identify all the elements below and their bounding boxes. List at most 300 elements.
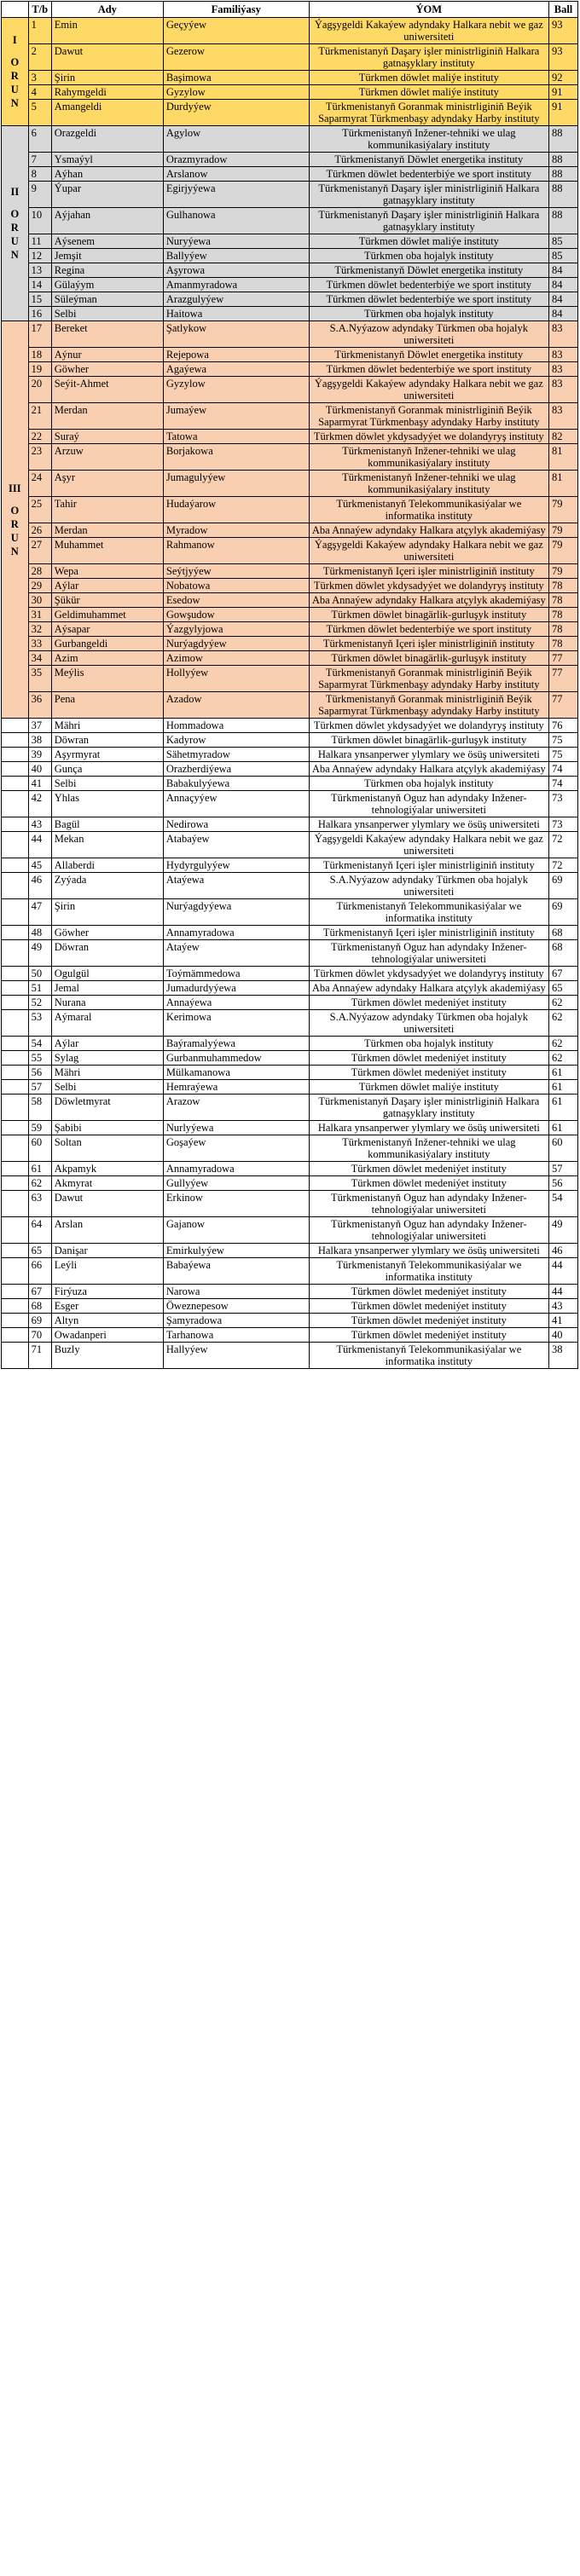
row-number: 52 — [28, 996, 51, 1010]
place-letter: U — [10, 531, 19, 544]
table-row — [2, 832, 578, 858]
student-name: Dawut — [51, 44, 163, 71]
header-place — [2, 2, 29, 18]
place-cell-empty — [2, 940, 29, 967]
table-row — [2, 899, 578, 926]
table-row — [2, 348, 578, 362]
student-surname: Gajanow — [163, 1217, 309, 1244]
institution: Aba Annaýew adyndaky Halkara atçylyk akademiýasy — [309, 762, 548, 777]
institution: Türkmen döwlet maliýe instituty — [309, 234, 548, 249]
table-row — [2, 182, 578, 208]
student-surname: Gurbanmuhammedow — [163, 1051, 309, 1066]
place-cell-empty — [2, 733, 29, 748]
student-name: Tahir — [51, 497, 163, 523]
student-surname: Annamyradowa — [163, 1162, 309, 1176]
student-surname: Egirjyýewa — [163, 182, 309, 208]
table-row — [2, 817, 578, 832]
score: 61 — [549, 1095, 578, 1121]
place-cell-empty — [2, 791, 29, 817]
place-letter — [2, 47, 28, 55]
table-row — [2, 321, 578, 348]
score: 74 — [549, 762, 578, 777]
score: 60 — [549, 1135, 578, 1162]
student-surname: Gezerow — [163, 44, 309, 71]
score: 69 — [549, 873, 578, 899]
row-number: 46 — [28, 873, 51, 899]
row-number: 17 — [28, 321, 51, 348]
place-cell-empty — [2, 1244, 29, 1258]
student-name: Selbi — [51, 307, 163, 321]
student-surname: Babaýewa — [163, 1258, 309, 1285]
student-name: Esger — [51, 1299, 163, 1314]
student-name: Aýsenem — [51, 234, 163, 249]
table-row — [2, 1328, 578, 1343]
student-name: Merdan — [51, 403, 163, 430]
student-name: Geldimuhammet — [51, 608, 163, 622]
institution: Ýagşygeldi Kakaýew adyndaky Halkara nebit we gaz uniwersiteti — [309, 377, 548, 403]
student-surname: Gyzylow — [163, 85, 309, 100]
student-name: Allaberdi — [51, 858, 163, 873]
institution: Türkmen döwlet maliýe instituty — [309, 1080, 548, 1095]
row-number: 27 — [28, 538, 51, 564]
place-cell-empty — [2, 1299, 29, 1314]
student-name: Owadanperi — [51, 1328, 163, 1343]
score: 62 — [549, 1010, 578, 1037]
student-surname: Gulhanowa — [163, 208, 309, 234]
institution: Türkmen döwlet ykdysadyýet we dolandyryş instituty — [309, 967, 548, 981]
score: 72 — [549, 832, 578, 858]
student-name: Amangeldi — [51, 100, 163, 126]
score: 76 — [549, 719, 578, 733]
row-number: 9 — [28, 182, 51, 208]
institution: Türkmenistanyň Oguz han adyndaky Inžener-tehnologiýalar uniwersiteti — [309, 1217, 548, 1244]
student-surname: Orazmyradow — [163, 153, 309, 167]
row-number: 58 — [28, 1095, 51, 1121]
row-number: 70 — [28, 1328, 51, 1343]
score: 78 — [549, 608, 578, 622]
student-name: Jemşit — [51, 249, 163, 263]
student-surname: Durdyýew — [163, 100, 309, 126]
student-name: Gunça — [51, 762, 163, 777]
table-row — [2, 1080, 578, 1095]
table-row — [2, 940, 578, 967]
place-letter: R — [10, 222, 19, 234]
row-number: 23 — [28, 444, 51, 471]
row-number: 14 — [28, 278, 51, 292]
place-letter: II — [10, 186, 20, 198]
table-row — [2, 967, 578, 981]
place-cell-empty — [2, 1051, 29, 1066]
student-surname: Atabaýew — [163, 832, 309, 858]
institution: Türkmen döwlet bedenterbiýe we sport instituty — [309, 292, 548, 307]
score: 79 — [549, 564, 578, 579]
student-name: Seýit-Ahmet — [51, 377, 163, 403]
institution: Halkara ynsanperwer ylymlary we ösüş uniwersiteti — [309, 1244, 548, 1258]
score: 54 — [549, 1191, 578, 1217]
score: 84 — [549, 263, 578, 278]
student-surname: Arslanow — [163, 167, 309, 182]
table-row — [2, 981, 578, 996]
place-letter: O — [10, 208, 20, 220]
student-surname: Nobatowa — [163, 579, 309, 593]
student-name: Aýmaral — [51, 1010, 163, 1037]
table-row — [2, 1066, 578, 1080]
student-surname: Jumagulyýew — [163, 471, 309, 497]
place-cell-empty — [2, 1121, 29, 1135]
institution: Türkmenistanyň Goranmak ministrliginiň Beýik Saparmyrat Türkmenbaşy adyndaky Harby instituty — [309, 692, 548, 719]
institution: Ýagşygeldi Kakaýew adyndaky Halkara nebit we gaz uniwersiteti — [309, 18, 548, 44]
score: 83 — [549, 403, 578, 430]
place-label-g1 — [2, 18, 29, 126]
student-name: Ysmaýyl — [51, 153, 163, 167]
score: 44 — [549, 1285, 578, 1299]
table-row — [2, 564, 578, 579]
student-name: Azim — [51, 651, 163, 666]
table-row — [2, 996, 578, 1010]
row-number: 18 — [28, 348, 51, 362]
table-row — [2, 733, 578, 748]
student-name: Aýhan — [51, 167, 163, 182]
institution: Türkmen döwlet maliýe instituty — [309, 85, 548, 100]
table-row — [2, 85, 578, 100]
row-number: 62 — [28, 1176, 51, 1191]
score: 93 — [549, 18, 578, 44]
student-name: Şirin — [51, 71, 163, 85]
institution: Türkmenistanyň Döwlet energetika instituty — [309, 348, 548, 362]
header-row — [2, 2, 578, 18]
institution: Türkmenistanyň Döwlet energetika instituty — [309, 153, 548, 167]
row-number: 40 — [28, 762, 51, 777]
row-number: 43 — [28, 817, 51, 832]
student-surname: Esedow — [163, 593, 309, 608]
score: 84 — [549, 307, 578, 321]
institution: Ýagşygeldi Kakaýew adyndaky Halkara nebit we gaz uniwersiteti — [309, 538, 548, 564]
table-row — [2, 44, 578, 71]
score: 88 — [549, 182, 578, 208]
student-surname: Tatowa — [163, 430, 309, 444]
row-number: 66 — [28, 1258, 51, 1285]
score: 74 — [549, 777, 578, 791]
student-surname: Babakulyýewa — [163, 777, 309, 791]
row-number: 57 — [28, 1080, 51, 1095]
score: 84 — [549, 278, 578, 292]
student-surname: Kadyrow — [163, 733, 309, 748]
table-row — [2, 1217, 578, 1244]
table-row — [2, 666, 578, 692]
row-number: 37 — [28, 719, 51, 733]
place-cell-empty — [2, 1010, 29, 1037]
score: 83 — [549, 348, 578, 362]
student-surname: Rejepowa — [163, 348, 309, 362]
student-surname: Azimow — [163, 651, 309, 666]
row-number: 38 — [28, 733, 51, 748]
student-surname: Ataýewa — [163, 873, 309, 899]
row-number: 8 — [28, 167, 51, 182]
table-row — [2, 126, 578, 153]
table-row — [2, 1121, 578, 1135]
institution: S.A.Nyýazow adyndaky Türkmen oba hojalyk uniwersiteti — [309, 1010, 548, 1037]
student-surname: Jumaýew — [163, 403, 309, 430]
student-name: Rahymgeldi — [51, 85, 163, 100]
score: 81 — [549, 471, 578, 497]
student-surname: Tarhanowa — [163, 1328, 309, 1343]
row-number: 59 — [28, 1121, 51, 1135]
table-row — [2, 1095, 578, 1121]
institution: S.A.Nyýazow adyndaky Türkmen oba hojalyk uniwersiteti — [309, 321, 548, 348]
student-name: Gurbangeldi — [51, 637, 163, 651]
institution: Türkmenistanyň Içeri işler ministrliginiň instituty — [309, 858, 548, 873]
row-number: 19 — [28, 362, 51, 377]
score: 43 — [549, 1299, 578, 1314]
place-cell-empty — [2, 1095, 29, 1121]
student-name: Döwletmyrat — [51, 1095, 163, 1121]
table-row — [2, 263, 578, 278]
student-surname: Hemraýewa — [163, 1080, 309, 1095]
score: 78 — [549, 593, 578, 608]
place-letter: U — [10, 235, 19, 247]
institution: Ýagşygeldi Kakaýew adyndaky Halkara nebit we gaz uniwersiteti — [309, 832, 548, 858]
institution: Türkmen döwlet maliýe instituty — [309, 71, 548, 85]
institution: Aba Annaýew adyndaky Halkara atçylyk akademiýasy — [309, 981, 548, 996]
student-surname: Hydyrgulyýew — [163, 858, 309, 873]
student-name: Süleýman — [51, 292, 163, 307]
student-name: Leýli — [51, 1258, 163, 1285]
student-name: Gülaýym — [51, 278, 163, 292]
place-cell-empty — [2, 1314, 29, 1328]
table-row — [2, 18, 578, 44]
student-name: Meýlis — [51, 666, 163, 692]
institution: Türkmenistanyň Inžener-tehniki we ulag kommunikasiýalary instituty — [309, 1135, 548, 1162]
table-row — [2, 377, 578, 403]
table-row — [2, 608, 578, 622]
place-vertical-text — [2, 185, 28, 262]
row-number: 67 — [28, 1285, 51, 1299]
institution: Türkmen oba hojalyk instituty — [309, 777, 548, 791]
student-surname: Sähetmyradow — [163, 748, 309, 762]
student-surname: Annaçyýew — [163, 791, 309, 817]
student-name: Döwran — [51, 940, 163, 967]
score: 62 — [549, 1037, 578, 1051]
institution: Türkmen döwlet medeniýet instituty — [309, 1328, 548, 1343]
student-name: Aýlar — [51, 1037, 163, 1051]
row-number: 24 — [28, 471, 51, 497]
row-number: 10 — [28, 208, 51, 234]
student-surname: Nurlyýewa — [163, 1121, 309, 1135]
score: 82 — [549, 430, 578, 444]
institution: Türkmen döwlet medeniýet instituty — [309, 1051, 548, 1066]
student-name: Sylag — [51, 1051, 163, 1066]
row-number: 54 — [28, 1037, 51, 1051]
row-number: 30 — [28, 593, 51, 608]
row-number: 39 — [28, 748, 51, 762]
student-surname: Gyzylow — [163, 377, 309, 403]
table-row — [2, 234, 578, 249]
student-surname: Hudaýarow — [163, 497, 309, 523]
student-name: Ogulgül — [51, 967, 163, 981]
score: 67 — [549, 967, 578, 981]
institution: Türkmenistanyň Telekommunikasiýalar we informatika instituty — [309, 899, 548, 926]
table-row — [2, 1299, 578, 1314]
institution: Türkmen oba hojalyk instituty — [309, 249, 548, 263]
table-row — [2, 523, 578, 538]
score: 93 — [549, 44, 578, 71]
table-row — [2, 579, 578, 593]
score: 78 — [549, 622, 578, 637]
score: 88 — [549, 153, 578, 167]
row-number: 22 — [28, 430, 51, 444]
table-row — [2, 873, 578, 899]
institution: Türkmen döwlet bedenterbiýe we sport instituty — [309, 167, 548, 182]
results-body — [2, 18, 578, 1369]
score: 85 — [549, 234, 578, 249]
student-surname: Nurýagdyýewa — [163, 899, 309, 926]
score: 83 — [549, 362, 578, 377]
place-cell-empty — [2, 899, 29, 926]
institution: Türkmenistanyň Oguz han adyndaky Inžener-tehnologiýalar uniwersiteti — [309, 940, 548, 967]
table-row — [2, 1176, 578, 1191]
table-row — [2, 1244, 578, 1258]
student-name: Selbi — [51, 777, 163, 791]
row-number: 20 — [28, 377, 51, 403]
student-name: Mähri — [51, 719, 163, 733]
row-number: 44 — [28, 832, 51, 858]
row-number: 60 — [28, 1135, 51, 1162]
results-document — [1, 1, 578, 1369]
score: 79 — [549, 523, 578, 538]
student-surname: Kerimowa — [163, 1010, 309, 1037]
table-row — [2, 762, 578, 777]
table-row — [2, 1037, 578, 1051]
place-cell-empty — [2, 1176, 29, 1191]
student-surname: Ataýew — [163, 940, 309, 967]
institution: Türkmen döwlet binagärlik-gurluşyk instituty — [309, 608, 548, 622]
student-name: Aşyrmyrat — [51, 748, 163, 762]
table-row — [2, 1051, 578, 1066]
score: 78 — [549, 579, 578, 593]
student-surname: Narowa — [163, 1285, 309, 1299]
score: 83 — [549, 377, 578, 403]
score: 91 — [549, 100, 578, 126]
institution: Türkmenistanyň Goranmak ministrliginiň Beýik Saparmyrat Türkmenbaşy adyndaky Harby instituty — [309, 666, 548, 692]
student-name: Muhammet — [51, 538, 163, 564]
score: 77 — [549, 692, 578, 719]
institution: Türkmenistanyň Içeri işler ministrliginiň instituty — [309, 637, 548, 651]
score: 83 — [549, 321, 578, 348]
place-letter: O — [10, 56, 20, 68]
header-ball: Ball — [549, 2, 578, 18]
student-surname: Azadow — [163, 692, 309, 719]
institution: Türkmenistanyň Içeri işler ministrliginiň instituty — [309, 926, 548, 940]
institution: Türkmenistanyň Inžener-tehniki we ulag kommunikasiýalary instituty — [309, 471, 548, 497]
score: 65 — [549, 981, 578, 996]
row-number: 61 — [28, 1162, 51, 1176]
score: 88 — [549, 126, 578, 153]
student-name: Şirin — [51, 899, 163, 926]
score: 68 — [549, 940, 578, 967]
student-surname: Baýramalyýewa — [163, 1037, 309, 1051]
score: 92 — [549, 71, 578, 85]
institution: Türkmenistanyň Goranmak ministrliginiň Beýik Saparmyrat Türkmenbaşy adyndaky Harby instituty — [309, 100, 548, 126]
student-surname: Başimowa — [163, 71, 309, 85]
student-name: Nurana — [51, 996, 163, 1010]
student-name: Danişar — [51, 1244, 163, 1258]
row-number: 1 — [28, 18, 51, 44]
row-number: 11 — [28, 234, 51, 249]
row-number: 69 — [28, 1314, 51, 1328]
student-surname: Emirkulyýew — [163, 1244, 309, 1258]
row-number: 28 — [28, 564, 51, 579]
student-name: Soltan — [51, 1135, 163, 1162]
score: 73 — [549, 817, 578, 832]
place-label-g2 — [2, 126, 29, 321]
student-name: Göwher — [51, 362, 163, 377]
place-letter: N — [10, 545, 19, 557]
score: 49 — [549, 1217, 578, 1244]
place-cell-empty — [2, 858, 29, 873]
table-row — [2, 622, 578, 637]
student-surname: Myradow — [163, 523, 309, 538]
row-number: 64 — [28, 1217, 51, 1244]
table-row — [2, 403, 578, 430]
place-cell-empty — [2, 1328, 29, 1343]
student-surname: Annaýewa — [163, 996, 309, 1010]
row-number: 45 — [28, 858, 51, 873]
student-surname: Agaýewa — [163, 362, 309, 377]
score: 44 — [549, 1258, 578, 1285]
table-row — [2, 249, 578, 263]
table-row — [2, 430, 578, 444]
student-surname: Hallyýew — [163, 1343, 309, 1369]
row-number: 63 — [28, 1191, 51, 1217]
table-row — [2, 1191, 578, 1217]
institution: Aba Annaýew adyndaky Halkara atçylyk akademiýasy — [309, 593, 548, 608]
score: 81 — [549, 444, 578, 471]
institution: Halkara ynsanperwer ylymlary we ösüş uniwersiteti — [309, 817, 548, 832]
table-row — [2, 1314, 578, 1328]
student-surname: Gowşudow — [163, 608, 309, 622]
student-surname: Haitowa — [163, 307, 309, 321]
institution: Türkmen döwlet ykdysadyýet we dolandyryş instituty — [309, 579, 548, 593]
header-surname: Familiýasy — [163, 2, 309, 18]
table-row — [2, 637, 578, 651]
student-surname: Hommadowa — [163, 719, 309, 733]
place-cell-empty — [2, 1217, 29, 1244]
student-surname: Şamyradowa — [163, 1314, 309, 1328]
row-number: 29 — [28, 579, 51, 593]
row-number: 49 — [28, 940, 51, 967]
student-surname: Agylow — [163, 126, 309, 153]
institution: Türkmen döwlet medeniýet instituty — [309, 1299, 548, 1314]
student-surname: Jumadurdyýewa — [163, 981, 309, 996]
student-surname: Annamyradowa — [163, 926, 309, 940]
institution: Türkmen döwlet ykdysadyýet we dolandyryş instituty — [309, 719, 548, 733]
row-number: 15 — [28, 292, 51, 307]
row-number: 51 — [28, 981, 51, 996]
score: 73 — [549, 791, 578, 817]
table-row — [2, 1162, 578, 1176]
table-row — [2, 362, 578, 377]
institution: Halkara ynsanperwer ylymlary we ösüş uniwersiteti — [309, 1121, 548, 1135]
table-row — [2, 100, 578, 126]
institution: Türkmenistanyň Daşary işler ministrliginiň Halkara gatnaşyklary instituty — [309, 44, 548, 71]
table-row — [2, 858, 578, 873]
student-surname: Mülkamanowa — [163, 1066, 309, 1080]
student-name: Orazgeldi — [51, 126, 163, 153]
student-surname: Arazgulyýew — [163, 292, 309, 307]
row-number: 25 — [28, 497, 51, 523]
student-name: Göwher — [51, 926, 163, 940]
table-row — [2, 1343, 578, 1369]
